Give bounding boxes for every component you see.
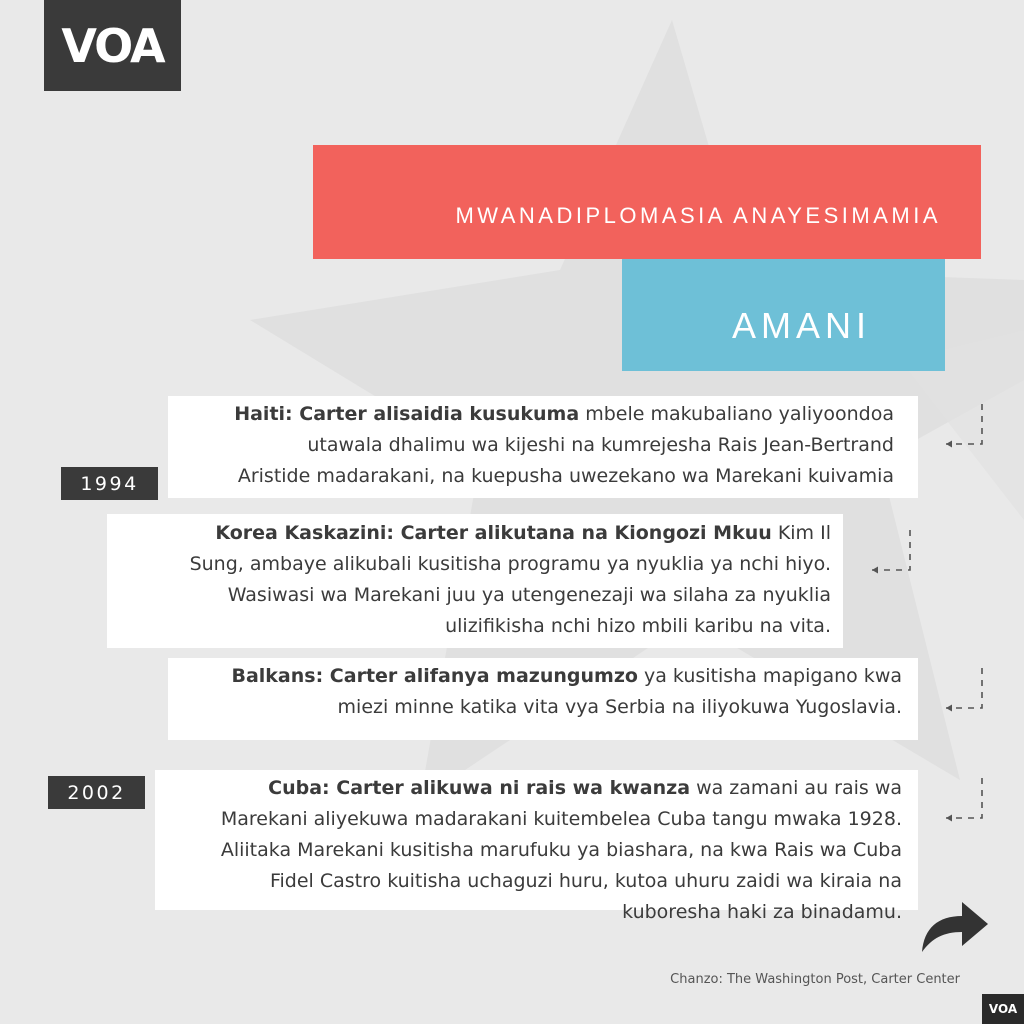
entry-line: Fidel Castro kuitisha uchaguzi huru, kutoa uhuru zaidi wa kiraia na bbox=[269, 870, 902, 892]
dashed-connector-icon bbox=[938, 666, 988, 716]
entry-line: kuboresha haki za binadamu. bbox=[622, 901, 902, 923]
headline-line2: AMANI bbox=[731, 305, 871, 346]
entry-line: Wasiwasi wa Marekani juu ya utengenezaji wa silaha za nyuklia bbox=[227, 584, 831, 606]
entry-line: Balkans: Carter alifanya mazungumzo ya kusitisha mapigano kwa bbox=[231, 665, 902, 687]
headline-banner bbox=[313, 145, 981, 259]
entry-line: utawala dhalimu wa kijeshi na kumrejesha Rais Jean-Bertrand bbox=[307, 434, 894, 456]
entry-line: Aristide madarakani, na kuepusha uwezekano wa Marekani kuivamia bbox=[237, 465, 894, 487]
entry-line: miezi minne katika vita vya Serbia na iliyokuwa Yugoslavia. bbox=[337, 696, 902, 718]
share-arrow-icon[interactable] bbox=[918, 898, 990, 954]
entry-line: ulizifikisha nchi hizo mbili karibu na vita. bbox=[445, 615, 831, 637]
entry-line: Sung, ambaye alikubali kusitisha programu ya nyuklia ya nchi hiyo. bbox=[189, 553, 831, 575]
source-credit: Chanzo: The Washington Post, Carter Center bbox=[670, 972, 960, 987]
voa-logo[interactable]: VOA bbox=[44, 0, 181, 91]
entry-card-korea bbox=[107, 514, 843, 648]
year-badge-2002: 2002 bbox=[48, 776, 145, 809]
entry-line: Korea Kaskazini: Carter alikutana na Kiongozi Mkuu Kim Il bbox=[215, 522, 831, 544]
dashed-connector-icon bbox=[938, 402, 988, 452]
entry-line: Marekani aliyekuwa madarakani kuitembelea Cuba tangu mwaka 1928. bbox=[220, 808, 902, 830]
entry-card-cuba bbox=[155, 770, 918, 923]
entry-line: Aliitaka Marekani kusitisha marufuku ya biashara, na kwa Rais wa Cuba bbox=[220, 839, 902, 861]
entry-card-balkans bbox=[168, 658, 918, 740]
year-badge-1994: 1994 bbox=[61, 467, 158, 500]
entry-line: Cuba: Carter alikuwa ni rais wa kwanza wa zamani au rais wa bbox=[268, 777, 902, 799]
headline-subbanner bbox=[622, 259, 945, 371]
entry-line: Haiti: Carter alisaidia kusukuma mbele makubaliano yaliyoondoa bbox=[234, 403, 894, 425]
dashed-connector-icon bbox=[866, 528, 916, 578]
headline-line1: MWANADIPLOMASIA ANAYESIMAMIA bbox=[455, 203, 941, 228]
entry-card-haiti bbox=[168, 396, 918, 498]
voa-footer-logo[interactable]: VOA bbox=[982, 994, 1024, 1024]
dashed-connector-icon bbox=[938, 776, 988, 826]
